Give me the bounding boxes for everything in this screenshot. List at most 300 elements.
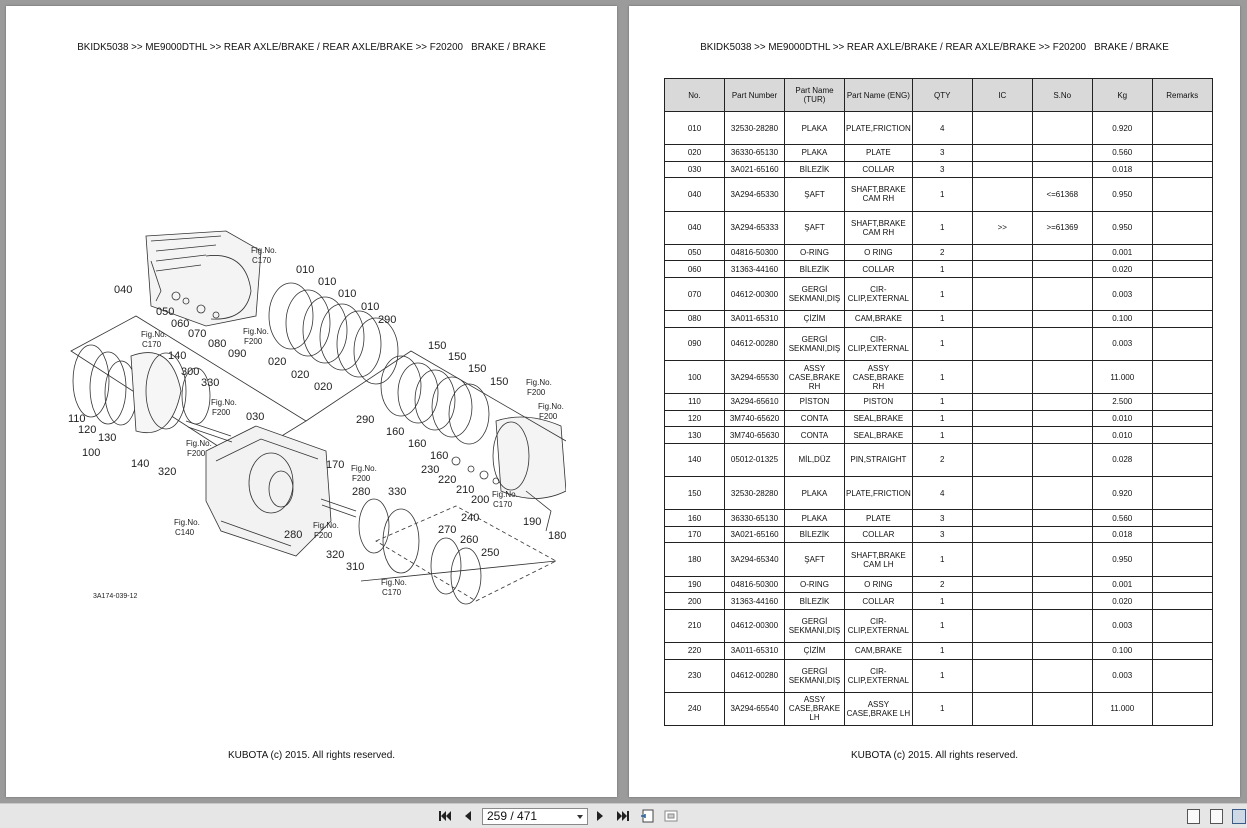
table-cell-sno	[1032, 311, 1092, 328]
table-cell-qty: 3	[912, 161, 972, 178]
table-cell-qty: 2	[912, 443, 972, 476]
svg-text:Fig.No.: Fig.No.	[243, 327, 269, 336]
table-cell-pn: 3A011-65310	[725, 311, 785, 328]
svg-text:020: 020	[314, 381, 333, 393]
table-cell-ic	[972, 394, 1032, 411]
table-cell-pn: 3M740-65630	[725, 427, 785, 444]
table-cell-no: 010	[665, 112, 725, 145]
svg-text:C170: C170	[142, 340, 162, 349]
table-row	[665, 410, 1213, 427]
table-cell-sno: >=61369	[1032, 211, 1092, 244]
table-row	[665, 244, 1213, 261]
table-cell-qty: 4	[912, 112, 972, 145]
svg-text:210: 210	[456, 484, 475, 496]
table-cell-eng: PISTON	[845, 394, 913, 411]
svg-text:Fig.No.: Fig.No.	[211, 398, 237, 407]
table-cell-no: 110	[665, 394, 725, 411]
table-cell-qty: 1	[912, 643, 972, 660]
table-cell-ic	[972, 643, 1032, 660]
table-cell-no: 100	[665, 360, 725, 393]
svg-text:F200: F200	[244, 337, 263, 346]
table-cell-eng: PLATE,FRICTION	[845, 112, 913, 145]
svg-text:280: 280	[284, 529, 303, 541]
table-cell-pn: 04612-00280	[725, 327, 785, 360]
table-cell-tur: BİLEZİK	[785, 261, 845, 278]
table-cell-eng: CIR-CLIP,EXTERNAL	[845, 609, 913, 642]
table-row	[665, 576, 1213, 593]
svg-text:F200: F200	[527, 388, 546, 397]
svg-text:060: 060	[171, 318, 190, 330]
single-page-view-icon[interactable]	[1187, 809, 1200, 824]
column-header: QTY	[912, 79, 972, 112]
table-cell-kg: 0.010	[1092, 410, 1152, 427]
table-cell-qty: 3	[912, 510, 972, 527]
table-cell-no: 230	[665, 659, 725, 692]
table-cell-eng: ASSY CASE,BRAKE RH	[845, 360, 913, 393]
column-header: Remarks	[1152, 79, 1212, 112]
table-cell-tur: ÇİZİM	[785, 311, 845, 328]
column-header: No.	[665, 79, 725, 112]
table-cell-eng: CIR-CLIP,EXTERNAL	[845, 327, 913, 360]
table-cell-sno	[1032, 427, 1092, 444]
table-cell-sno	[1032, 609, 1092, 642]
table-row	[665, 327, 1213, 360]
svg-text:170: 170	[326, 459, 345, 471]
svg-text:050: 050	[156, 306, 175, 318]
table-cell-kg: 0.003	[1092, 659, 1152, 692]
viewer-toolbar	[0, 803, 1247, 828]
pdf-page-left	[6, 6, 617, 797]
table-cell-kg: 0.010	[1092, 427, 1152, 444]
table-cell-rem	[1152, 410, 1212, 427]
table-cell-pn: 04816-50300	[725, 244, 785, 261]
table-row	[665, 161, 1213, 178]
table-cell-pn: 3A294-65330	[725, 178, 785, 211]
first-page-icon[interactable]	[437, 808, 453, 824]
table-row	[665, 261, 1213, 278]
table-row	[665, 443, 1213, 476]
table-cell-no: 040	[665, 178, 725, 211]
table-cell-qty: 3	[912, 526, 972, 543]
table-cell-ic	[972, 692, 1032, 725]
table-cell-tur: PLAKA	[785, 112, 845, 145]
table-cell-qty: 1	[912, 360, 972, 393]
table-cell-tur: CONTA	[785, 410, 845, 427]
table-cell-rem	[1152, 261, 1212, 278]
table-cell-eng: O RING	[845, 576, 913, 593]
table-cell-kg: 0.028	[1092, 443, 1152, 476]
table-cell-no: 080	[665, 311, 725, 328]
table-cell-eng: COLLAR	[845, 161, 913, 178]
table-cell-no: 160	[665, 510, 725, 527]
table-cell-tur: GERGİ SEKMANI,DIŞ	[785, 277, 845, 310]
page-number-select[interactable]	[482, 808, 588, 825]
column-header: Part Number	[725, 79, 785, 112]
svg-text:160: 160	[408, 438, 427, 450]
svg-text:240: 240	[461, 512, 480, 524]
table-cell-eng: ASSY CASE,BRAKE LH	[845, 692, 913, 725]
table-cell-pn: 3A021-65160	[725, 526, 785, 543]
svg-text:220: 220	[438, 474, 457, 486]
table-cell-ic	[972, 244, 1032, 261]
table-cell-qty: 2	[912, 244, 972, 261]
table-cell-eng: PLATE	[845, 145, 913, 162]
svg-text:160: 160	[430, 450, 449, 462]
svg-text:Fig.No.: Fig.No.	[351, 464, 377, 473]
table-cell-rem	[1152, 593, 1212, 610]
table-cell-no: 190	[665, 576, 725, 593]
table-cell-eng: CIR-CLIP,EXTERNAL	[845, 277, 913, 310]
svg-text:140: 140	[168, 350, 187, 362]
table-cell-rem	[1152, 211, 1212, 244]
svg-text:F200: F200	[187, 449, 206, 458]
svg-text:010: 010	[318, 276, 337, 288]
table-cell-eng: PLATE,FRICTION	[845, 477, 913, 510]
table-row	[665, 692, 1213, 725]
table-cell-rem	[1152, 244, 1212, 261]
svg-text:320: 320	[158, 466, 177, 478]
continuous-view-icon[interactable]	[1210, 809, 1223, 824]
table-cell-pn: 3A294-65530	[725, 360, 785, 393]
table-cell-pn: 04612-00300	[725, 609, 785, 642]
table-cell-eng: SHAFT,BRAKE CAM RH	[845, 178, 913, 211]
table-cell-pn: 04612-00280	[725, 659, 785, 692]
svg-text:330: 330	[201, 377, 220, 389]
table-cell-ic	[972, 576, 1032, 593]
table-cell-pn: 32530-28280	[725, 477, 785, 510]
table-cell-sno	[1032, 477, 1092, 510]
table-cell-ic	[972, 659, 1032, 692]
table-cell-rem	[1152, 659, 1212, 692]
table-cell-no: 060	[665, 261, 725, 278]
table-cell-no: 220	[665, 643, 725, 660]
table-cell-rem	[1152, 327, 1212, 360]
table-cell-eng: PIN,STRAIGHT	[845, 443, 913, 476]
table-cell-kg: 0.950	[1092, 543, 1152, 576]
svg-text:070: 070	[188, 328, 207, 340]
fit-page-icon[interactable]	[640, 808, 656, 824]
svg-text:270: 270	[438, 524, 457, 536]
svg-text:010: 010	[361, 301, 380, 313]
table-cell-pn: 36330-65130	[725, 145, 785, 162]
table-cell-kg: 0.920	[1092, 112, 1152, 145]
table-cell-tur: BİLEZİK	[785, 593, 845, 610]
table-cell-qty: 1	[912, 327, 972, 360]
table-cell-sno	[1032, 394, 1092, 411]
svg-text:300: 300	[181, 366, 200, 378]
table-cell-kg: 0.018	[1092, 161, 1152, 178]
svg-text:Fig.No.: Fig.No.	[141, 330, 167, 339]
page-breadcrumb: BKIDK5038 >> ME9000DTHL >> REAR AXLE/BRAKE / REAR AXLE/BRAKE >> F20200 BRAKE / BRAKE	[77, 42, 546, 53]
table-cell-ic	[972, 327, 1032, 360]
table-cell-rem	[1152, 145, 1212, 162]
table-cell-no: 140	[665, 443, 725, 476]
table-cell-qty: 1	[912, 261, 972, 278]
table-cell-tur: PİSTON	[785, 394, 845, 411]
svg-text:200: 200	[471, 494, 490, 506]
table-cell-ic	[972, 112, 1032, 145]
next-page-icon[interactable]	[592, 808, 608, 824]
table-cell-kg: 0.950	[1092, 211, 1152, 244]
fit-width-icon[interactable]	[663, 808, 679, 824]
table-cell-eng: SEAL,BRAKE	[845, 410, 913, 427]
table-row	[665, 427, 1213, 444]
parts-table-body	[665, 112, 1213, 726]
svg-text:190: 190	[523, 516, 542, 528]
table-row	[665, 593, 1213, 610]
table-cell-ic	[972, 311, 1032, 328]
table-cell-no: 030	[665, 161, 725, 178]
table-cell-rem	[1152, 526, 1212, 543]
table-cell-tur: ÇİZİM	[785, 643, 845, 660]
table-cell-qty: 1	[912, 178, 972, 211]
table-cell-kg: 0.560	[1092, 145, 1152, 162]
table-cell-no: 240	[665, 692, 725, 725]
svg-text:Fig.No.: Fig.No.	[313, 521, 339, 530]
table-cell-pn: 31363-44160	[725, 593, 785, 610]
table-cell-kg: 0.100	[1092, 643, 1152, 660]
svg-text:C170: C170	[493, 500, 513, 509]
table-cell-no: 090	[665, 327, 725, 360]
diagram-svg	[56, 221, 566, 606]
table-cell-tur: BİLEZİK	[785, 161, 845, 178]
column-header: Part Name (ENG)	[845, 79, 913, 112]
table-cell-sno	[1032, 659, 1092, 692]
two-page-view-icon[interactable]	[1232, 809, 1246, 824]
table-cell-kg: 0.003	[1092, 609, 1152, 642]
table-cell-pn: 04612-00300	[725, 277, 785, 310]
table-cell-kg: 0.003	[1092, 327, 1152, 360]
table-cell-kg: 0.950	[1092, 178, 1152, 211]
table-cell-rem	[1152, 427, 1212, 444]
table-cell-pn: 04816-50300	[725, 576, 785, 593]
prev-page-icon[interactable]	[460, 808, 476, 824]
table-row	[665, 211, 1213, 244]
table-cell-pn: 3A294-65540	[725, 692, 785, 725]
table-cell-kg: 0.560	[1092, 510, 1152, 527]
table-row	[665, 311, 1213, 328]
table-cell-rem	[1152, 443, 1212, 476]
table-cell-kg: 0.920	[1092, 477, 1152, 510]
table-cell-tur: MİL,DÜZ	[785, 443, 845, 476]
svg-text:Fig.No.: Fig.No.	[381, 578, 407, 587]
table-cell-kg: 0.001	[1092, 244, 1152, 261]
table-cell-tur: PLAKA	[785, 477, 845, 510]
column-header: IC	[972, 79, 1032, 112]
table-cell-kg: 0.001	[1092, 576, 1152, 593]
table-cell-ic	[972, 609, 1032, 642]
table-cell-kg: 0.018	[1092, 526, 1152, 543]
table-cell-tur: ŞAFT	[785, 543, 845, 576]
table-cell-sno	[1032, 410, 1092, 427]
table-cell-eng: COLLAR	[845, 261, 913, 278]
parts-table	[664, 78, 1213, 726]
table-cell-qty: 1	[912, 593, 972, 610]
table-cell-tur: GERGİ SEKMANI,DIŞ	[785, 659, 845, 692]
table-row	[665, 394, 1213, 411]
table-cell-qty: 1	[912, 659, 972, 692]
table-row	[665, 526, 1213, 543]
table-cell-rem	[1152, 609, 1212, 642]
table-cell-qty: 1	[912, 311, 972, 328]
table-cell-kg: 2.500	[1092, 394, 1152, 411]
figure-code: 3A174-039-12	[93, 593, 138, 600]
table-cell-tur: CONTA	[785, 427, 845, 444]
svg-text:Fig.No.: Fig.No.	[492, 490, 518, 499]
table-cell-sno	[1032, 576, 1092, 593]
table-cell-pn: 3A294-65610	[725, 394, 785, 411]
table-row	[665, 609, 1213, 642]
svg-text:150: 150	[448, 351, 467, 363]
table-cell-sno	[1032, 244, 1092, 261]
svg-text:260: 260	[460, 534, 479, 546]
table-cell-sno	[1032, 593, 1092, 610]
svg-text:010: 010	[338, 288, 357, 300]
table-cell-eng: CAM,BRAKE	[845, 643, 913, 660]
table-cell-rem	[1152, 360, 1212, 393]
svg-text:Fig.No.: Fig.No.	[186, 439, 212, 448]
table-cell-no: 040	[665, 211, 725, 244]
table-row	[665, 145, 1213, 162]
svg-text:140: 140	[131, 458, 150, 470]
table-row	[665, 277, 1213, 310]
svg-text:030: 030	[246, 411, 265, 423]
table-cell-ic	[972, 510, 1032, 527]
svg-text:130: 130	[98, 432, 117, 444]
column-header: Kg	[1092, 79, 1152, 112]
table-cell-no: 120	[665, 410, 725, 427]
table-cell-pn: 3A011-65310	[725, 643, 785, 660]
table-row	[665, 360, 1213, 393]
table-cell-eng: PLATE	[845, 510, 913, 527]
table-cell-qty: 1	[912, 609, 972, 642]
table-cell-qty: 1	[912, 277, 972, 310]
table-cell-ic	[972, 593, 1032, 610]
table-cell-eng: SEAL,BRAKE	[845, 427, 913, 444]
table-cell-kg: 0.100	[1092, 311, 1152, 328]
table-cell-pn: 36330-65130	[725, 510, 785, 527]
table-cell-rem	[1152, 692, 1212, 725]
svg-text:110: 110	[68, 413, 86, 425]
table-cell-sno	[1032, 443, 1092, 476]
svg-text:120: 120	[78, 424, 97, 436]
svg-text:040: 040	[114, 284, 133, 296]
table-cell-tur: ŞAFT	[785, 178, 845, 211]
page-indicator: 259 / 471	[487, 809, 538, 823]
table-cell-ic: >>	[972, 211, 1032, 244]
table-cell-tur: ŞAFT	[785, 211, 845, 244]
svg-text:F200: F200	[352, 474, 371, 483]
svg-text:010: 010	[296, 264, 315, 276]
table-cell-pn: 3M740-65620	[725, 410, 785, 427]
table-cell-no: 070	[665, 277, 725, 310]
table-cell-rem	[1152, 178, 1212, 211]
svg-text:F200: F200	[212, 408, 231, 417]
table-cell-no: 170	[665, 526, 725, 543]
pdf-page-right	[629, 6, 1240, 797]
table-cell-rem	[1152, 112, 1212, 145]
svg-text:230: 230	[421, 464, 440, 476]
svg-text:150: 150	[468, 363, 487, 375]
table-row	[665, 543, 1213, 576]
svg-text:080: 080	[208, 338, 227, 350]
svg-text:C140: C140	[175, 528, 195, 537]
svg-text:150: 150	[490, 376, 509, 388]
svg-text:Fig.No.: Fig.No.	[526, 378, 552, 387]
table-cell-tur: GERGİ SEKMANI,DIŞ	[785, 609, 845, 642]
table-cell-no: 150	[665, 477, 725, 510]
table-cell-sno	[1032, 277, 1092, 310]
table-cell-qty: 3	[912, 145, 972, 162]
table-cell-rem	[1152, 394, 1212, 411]
svg-text:180: 180	[548, 530, 566, 542]
svg-text:290: 290	[378, 314, 397, 326]
table-cell-ic	[972, 360, 1032, 393]
table-cell-sno	[1032, 543, 1092, 576]
table-cell-pn: 31363-44160	[725, 261, 785, 278]
svg-text:150: 150	[428, 340, 447, 352]
table-cell-no: 180	[665, 543, 725, 576]
table-cell-qty: 1	[912, 543, 972, 576]
table-cell-sno	[1032, 643, 1092, 660]
table-cell-qty: 4	[912, 477, 972, 510]
table-cell-eng: O RING	[845, 244, 913, 261]
table-cell-qty: 1	[912, 211, 972, 244]
table-cell-rem	[1152, 576, 1212, 593]
table-cell-sno	[1032, 327, 1092, 360]
svg-text:100: 100	[82, 447, 101, 459]
table-cell-eng: CAM,BRAKE	[845, 311, 913, 328]
svg-text:020: 020	[268, 356, 287, 368]
table-cell-sno	[1032, 526, 1092, 543]
table-cell-tur: ASSY CASE,BRAKE LH	[785, 692, 845, 725]
table-cell-ic	[972, 178, 1032, 211]
table-cell-no: 050	[665, 244, 725, 261]
svg-text:290: 290	[356, 414, 375, 426]
svg-text:Fig.No.: Fig.No.	[251, 246, 277, 255]
svg-text:250: 250	[481, 547, 500, 559]
last-page-icon[interactable]	[615, 808, 631, 824]
page-footer: KUBOTA (c) 2015. All rights reserved.	[227, 750, 396, 761]
table-cell-sno	[1032, 112, 1092, 145]
svg-text:160: 160	[386, 426, 405, 438]
table-cell-rem	[1152, 161, 1212, 178]
table-cell-tur: O-RING	[785, 576, 845, 593]
table-cell-qty: 2	[912, 576, 972, 593]
table-cell-qty: 1	[912, 410, 972, 427]
exploded-parts-diagram	[56, 221, 566, 606]
table-cell-qty: 1	[912, 427, 972, 444]
svg-text:Fig.No.: Fig.No.	[538, 402, 564, 411]
table-cell-rem	[1152, 510, 1212, 527]
table-header-row	[665, 79, 1213, 112]
table-cell-sno	[1032, 692, 1092, 725]
table-cell-no: 020	[665, 145, 725, 162]
table-cell-sno	[1032, 360, 1092, 393]
table-cell-eng: CIR-CLIP,EXTERNAL	[845, 659, 913, 692]
table-cell-sno	[1032, 261, 1092, 278]
table-row	[665, 112, 1213, 145]
table-cell-sno: <=61368	[1032, 178, 1092, 211]
chevron-down-icon	[577, 815, 583, 819]
table-cell-ic	[972, 443, 1032, 476]
table-cell-no: 200	[665, 593, 725, 610]
table-cell-tur: BİLEZİK	[785, 526, 845, 543]
table-row	[665, 510, 1213, 527]
table-row	[665, 477, 1213, 510]
table-cell-sno	[1032, 510, 1092, 527]
table-cell-ic	[972, 261, 1032, 278]
